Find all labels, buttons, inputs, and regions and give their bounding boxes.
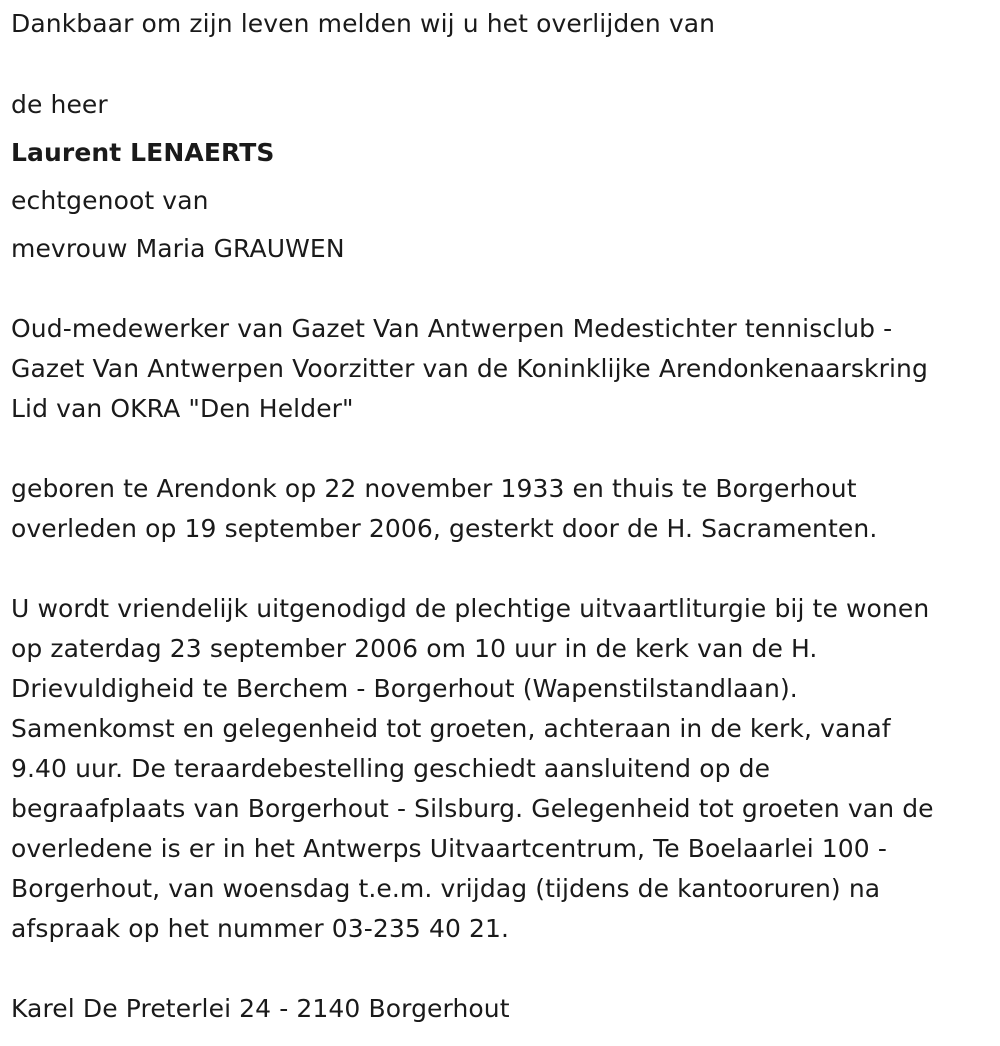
address-text: Karel De Preterlei 24 - 2140 Borgerhout (11, 994, 510, 1023)
roles-line: Lid van OKRA "Den Helder" (11, 394, 354, 423)
roles-line: Gazet Van Antwerpen Voorzitter van de Koninklijke Arendonkenaarskring (11, 354, 928, 383)
funeral-line: overledene is er in het Antwerps Uitvaartcentrum, Te Boelaarlei 100 - (11, 834, 887, 863)
funeral-line: afspraak op het nummer 03-235 40 21. (11, 914, 510, 943)
relation-text: echtgenoot van (11, 186, 209, 215)
funeral-line: Drievuldigheid te Berchem - Borgerhout (Wapenstilstandlaan). (11, 674, 798, 703)
funeral-line: begraafplaats van Borgerhout - Silsburg. Gelegenheid tot groeten van de (11, 794, 934, 823)
intro-text: Dankbaar om zijn leven melden wij u het overlijden van (11, 9, 716, 38)
spouse-name: mevrouw Maria GRAUWEN (11, 234, 345, 263)
funeral-line: Borgerhout, van woensdag t.e.m. vrijdag (tijdens de kantooruren) na (11, 874, 881, 903)
roles-line: Oud-medewerker van Gazet Van Antwerpen Medestichter tennisclub - (11, 314, 893, 343)
funeral-line: 9.40 uur. De teraardebestelling geschiedt aansluitend op de (11, 754, 771, 783)
birth-death-line: overleden op 19 september 2006, gesterkt door de H. Sacramenten. (11, 514, 878, 543)
funeral-line: U wordt vriendelijk uitgenodigd de plechtige uitvaartliturgie bij te wonen (11, 594, 930, 623)
deceased-name: Laurent LENAERTS (11, 138, 275, 167)
funeral-line: Samenkomst en gelegenheid tot groeten, achteraan in de kerk, vanaf (11, 714, 891, 743)
salutation: de heer (11, 90, 108, 119)
birth-death-line: geboren te Arendonk op 22 november 1933 en thuis te Borgerhout (11, 474, 857, 503)
funeral-line: op zaterdag 23 september 2006 om 10 uur in de kerk van de H. (11, 634, 818, 663)
